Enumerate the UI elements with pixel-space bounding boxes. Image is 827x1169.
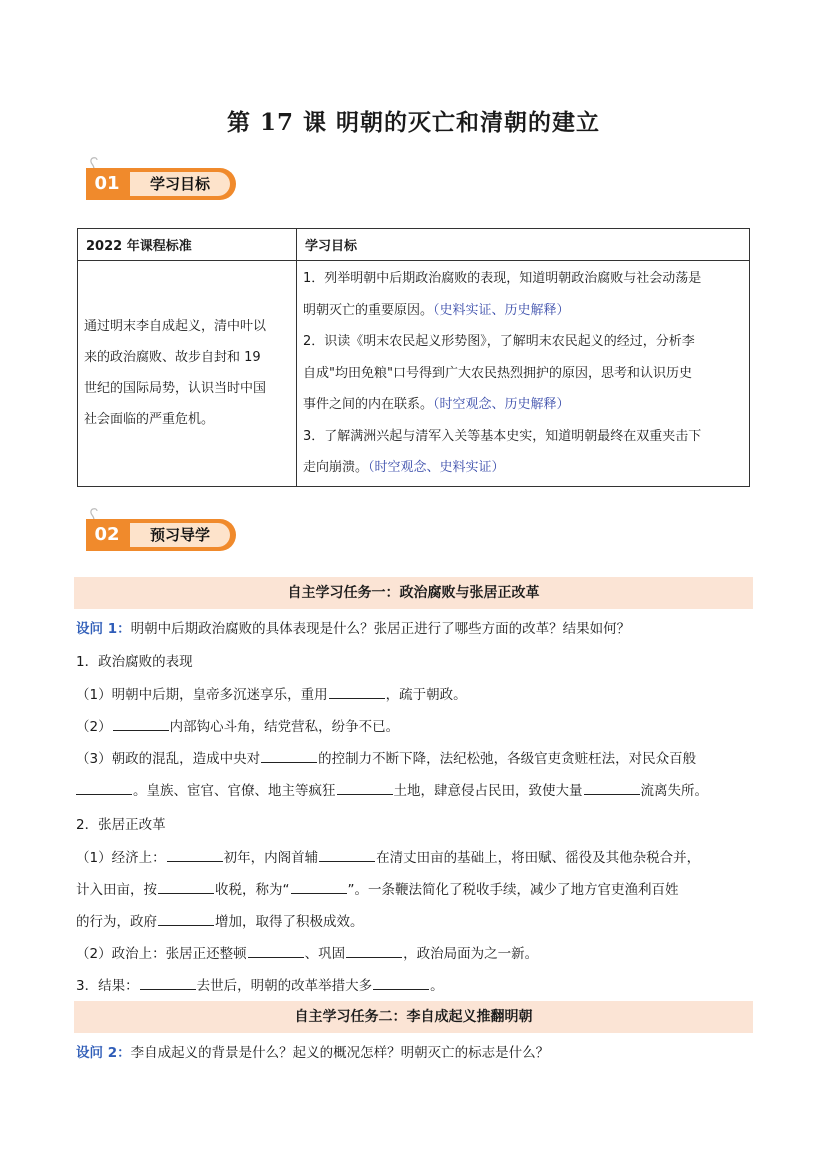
- goal-line: 事件之间的内在联系。（时空观念、历史解释）: [303, 397, 570, 412]
- fill-line: （2） 内部钩心斗角，结党营私，纷争不已。: [76, 719, 400, 735]
- answer-blank[interactable]: [337, 782, 393, 795]
- page-title: 第 17 课 明朝的灭亡和清朝的建立: [226, 109, 601, 136]
- answer-blank[interactable]: [76, 782, 132, 795]
- fill-line: 。皇族、宦官、官僚、地主等疯狂 土地，肆意侵占民田，致使大量 流离失所。: [76, 779, 708, 799]
- badge-label: 预习导学: [130, 523, 230, 547]
- answer-blank[interactable]: [158, 881, 214, 894]
- question-1: 设问 1：明朝中后期政治腐败的具体表现是什么？张居正进行了哪些方面的改革？结果如何？: [76, 621, 631, 637]
- goal-line: 自成"均田免粮"口号得到广大农民热烈拥护的原因，思考和认识历史: [303, 365, 692, 381]
- badge-number: 01: [94, 173, 120, 194]
- goals-table: [77, 228, 750, 487]
- goal-line: 1．列举明朝中后期政治腐败的表现，知道明朝政治腐败与社会动荡是: [303, 271, 702, 286]
- col-header-goals: 学习目标: [297, 229, 750, 261]
- question-2: 设问 2：李自成起义的背景是什么？起义的概况怎样？明朝灭亡的标志是什么？: [76, 1045, 550, 1061]
- goal-line: 3．了解满洲兴起与清军入关等基本史实，知道明朝最终在双重夹击下: [303, 428, 702, 444]
- goal-line: 走向崩溃。（时空观念、史料实证）: [303, 460, 505, 475]
- section-heading: 1．政治腐败的表现: [76, 654, 193, 670]
- col-header-standard: 2022 年课程标准: [78, 229, 297, 261]
- standard-line: 通过明末李自成起义，清中叶以: [84, 319, 267, 335]
- standard-line: 世纪的国际局势，认识当时中国: [84, 381, 267, 397]
- answer-blank[interactable]: [319, 849, 375, 862]
- fill-line: （1）明朝中后期，皇帝多沉迷享乐，重用 ，疏于朝政。: [76, 687, 467, 703]
- standard-line: 来的政治腐败、故步自封和 19: [84, 350, 261, 366]
- competency-tag: （时空观念、历史解释）: [433, 397, 570, 412]
- fill-line: （1）经济上： 初年，内阁首辅 在清丈田亩的基础上，将田赋、徭役及其他杂税合并，: [76, 850, 701, 866]
- answer-blank[interactable]: [373, 977, 429, 990]
- fill-line: 的行为，政府 增加，取得了积极成效。: [76, 914, 364, 930]
- goal-line: 明朝灭亡的重要原因。（史料实证、历史解释）: [303, 302, 570, 318]
- answer-blank[interactable]: [261, 750, 317, 763]
- answer-blank[interactable]: [113, 718, 169, 731]
- fill-line: 3．结果： 去世后，明朝的改革举措大多 。: [76, 978, 444, 994]
- answer-blank[interactable]: [584, 782, 640, 795]
- fill-line: （2）政治上：张居正还整顿 、巩固 ，政治局面为之一新。: [76, 946, 539, 962]
- task1-heading: 自主学习任务一：政治腐败与张居正改革: [74, 577, 753, 609]
- badge-number: 02: [94, 524, 120, 545]
- task2-heading: 自主学习任务二：李自成起义推翻明朝: [74, 1001, 753, 1033]
- goal-line: 2．识读《明末农民起义形势图》，了解明末农民起义的经过，分析李: [303, 334, 695, 349]
- answer-blank[interactable]: [346, 945, 402, 958]
- goals-cell: [297, 261, 750, 487]
- fill-line: （3）朝政的混乱，造成中央对 的控制力不断下降，法纪松弛，各级官吏贪赃枉法，对民众百般: [76, 751, 697, 767]
- section-heading: 2．张居正改革: [76, 817, 166, 833]
- answer-blank[interactable]: [140, 977, 196, 990]
- answer-blank[interactable]: [167, 849, 223, 862]
- section-badge-goals: [86, 156, 238, 200]
- badge-label: 学习目标: [130, 172, 230, 196]
- competency-tag: （史料实证、历史解释）: [433, 302, 570, 318]
- section-badge-preview: [86, 507, 238, 551]
- fill-line: 计入田亩，按 收税，称为“ ”。一条鞭法简化了税收手续，减少了地方官吏渔利百姓: [76, 882, 679, 898]
- standard-cell: [78, 261, 297, 487]
- competency-tag: （时空观念、史料实证）: [368, 460, 505, 475]
- standard-line: 社会面临的严重危机。: [84, 412, 215, 428]
- answer-blank[interactable]: [158, 913, 214, 926]
- answer-blank[interactable]: [291, 881, 347, 894]
- answer-blank[interactable]: [329, 686, 385, 699]
- answer-blank[interactable]: [248, 945, 304, 958]
